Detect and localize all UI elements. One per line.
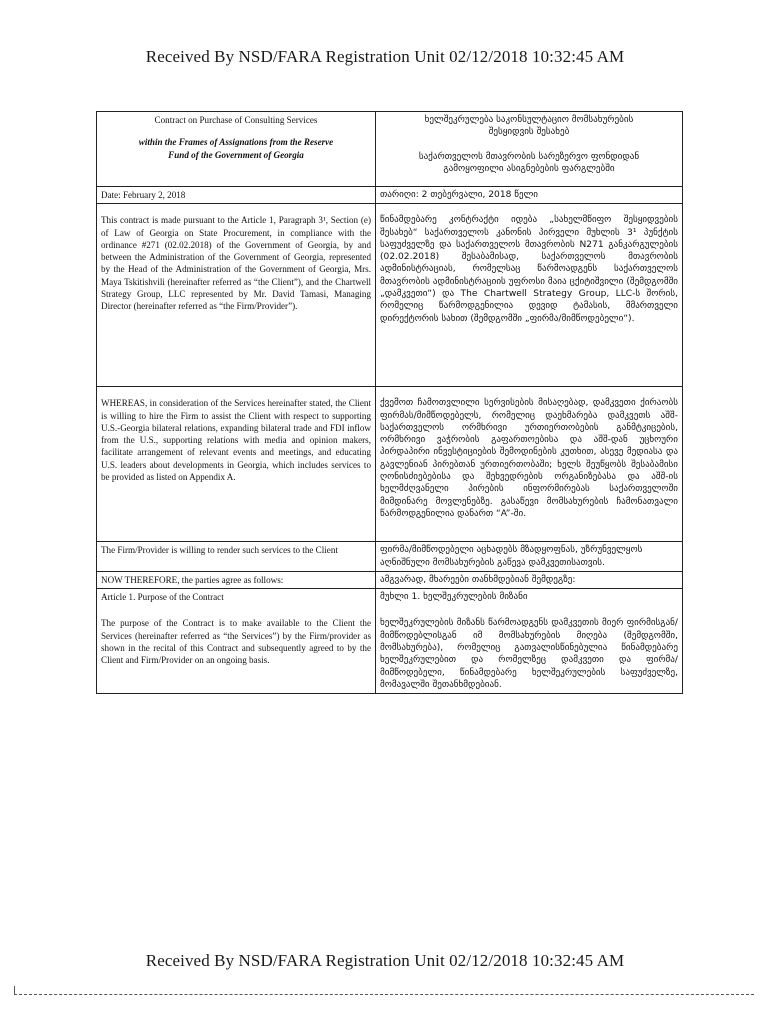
therefore-row bbox=[97, 571, 683, 588]
article1-body-en: The purpose of the Contract is to make available to the Client the Services (hereinafter referred as “the Services”) by the Firm/provider as shown in the recital of this Contract and subsequently agreed to by the Client and Firm/Provider on an ongoing basis. bbox=[101, 618, 371, 666]
scan-edge-line bbox=[14, 994, 754, 995]
date-row bbox=[97, 187, 683, 204]
contract-subtitle-ka: საქართველოს მთავრობის სარეზერვო ფონდიდან გამოყოფილი ასიგნებების ფარგლებში bbox=[418, 151, 640, 174]
whereas-en-cell bbox=[97, 387, 376, 542]
preamble-row bbox=[97, 204, 683, 387]
fara-received-stamp-bottom: Received By NSD/FARA Registration Unit 02/12/2018 10:32:45 AM bbox=[145, 951, 625, 970]
therefore-ka: ამგვარად, მხარეები თანხმდებიან შემდეგზე: bbox=[376, 571, 683, 588]
willing-ka: ფირმა/მიმწოდებელი აცხადებს მზადყოფნას, უზრუნველყოს აღნიშნული მომსახურების გაწევა დამკვეთისათვის. bbox=[376, 542, 683, 572]
header-ka-cell bbox=[376, 112, 683, 187]
whereas-ka-cell bbox=[376, 387, 683, 542]
date-ka: თარიღი: 2 თებერვალი, 2018 წელი bbox=[376, 187, 683, 204]
article1-row bbox=[97, 589, 683, 694]
willing-row bbox=[97, 542, 683, 572]
date-en: Date: February 2, 2018 bbox=[97, 187, 376, 204]
article1-en-cell bbox=[97, 589, 376, 694]
fara-received-stamp-top: Received By NSD/FARA Registration Unit 02/12/2018 10:32:45 AM bbox=[145, 47, 625, 66]
article1-title-ka: მუხლი 1. ხელშეკრულების მიზანი bbox=[380, 592, 528, 603]
contract-title-en: Contract on Purchase of Consulting Services bbox=[154, 115, 318, 125]
preamble-en-cell bbox=[97, 204, 376, 387]
article1-title-en: Article 1. Purpose of the Contract bbox=[101, 592, 224, 603]
contract-table bbox=[96, 111, 683, 694]
therefore-en: NOW THEREFORE, the parties agree as follows: bbox=[97, 571, 376, 588]
contract-title-ka: ხელშეკრულება საკონსულტაციო მომსახურების შესყიდვის შესახებ bbox=[424, 115, 634, 138]
article1-body-ka: ხელშეკრულების მიზანს წარმოადგენს დამკვეთის მიერ ფირმისგან/მიმწოდებლისგან იმ მომსახურების მიღება (შემდგომში, მომსახურება), რომელიც გათვალისწინებულია წინამდებარე ხელშეკრულებით და რომელზეც დამკვეთი და ფირმა/მიმწოდებელი, წინამდებარე ხელშეკრულების საფუძველზე, მომავალში შეთანხმდებიან. bbox=[380, 618, 678, 690]
header-row bbox=[97, 112, 683, 187]
preamble-en: This contract is made pursuant to the Article 1, Paragraph 3¹, Section (e) of Law of Georgia on State Procurement, in compliance with the ordinance #271 (02.02.2018) of the Government of Georgia, by and between the Administration of the Government of Georgia, represented by the Head of the Administration of the Government of Georgia, Mrs. Maya Tskitishvili (hereinafter referred as “the Client”), and the Chartwell Strategy Group, LLC represented by Mr. David Tamasi, Managing Director (hereinafter referred as “the Firm/Provider”). bbox=[101, 215, 371, 312]
preamble-ka-cell bbox=[376, 204, 683, 387]
whereas-ka: ქვემოთ ჩამოთვლილი სერვისების მისაღებად, დამკვეთი ქირაობს ფირმას/მიმწოდებელს, რომელიც დაეხმარება დამკვეთს აშშ-საქართველოს ორმხრივი ურთიერთობების განმტკიცების, ორმხრივი ვაჭრობის გაფართოებისა და აშშ-დან უცხოური პირდაპირი ინვესტიციების შემოდინების კუთხით, ასევე მედიასა და გავლენიან პირებთან ურთიერთობაში; ხელს შეუწყობს შესაბამისი ღონისძიებებისა და შეხვედრების ორგანიზებასა და აშშ-ის ხელმძღვანელი პირების ინფორმირებას საქართველოში მიმდინარე მოვლენებზე. გასაწევი მომსახურების ჩამონათვალი წარმოდგენილია დანართ “A”-ში. bbox=[380, 398, 678, 519]
preamble-ka: წინამდებარე კონტრაქტი იდება „სახელმწიფო შესყიდვების შესახებ“ საქართველოს კანონის პირველი მუხლის 3¹ პუნქტის საფუძველზე და საქართველოს მთავრობის N271 განკარგულების (02.02.2018) შესაბამისად, საქართველოს მთავრობის ადმინისტრაციას, რომელსაც წარმოადგენს საქართველოს მთავრობის ადმინისტრაციის უფროსი მაია ცქიტიშვილი (შემდგომში „დამკვეთი“) და The Chartwell Strategy Group, LLC-ს შორის, რომელიც წარმოდგენილია დევიდ ტამასის, მმართველი დირექტორის სახით (შემდგომში „ფირმა/მიმწოდებელი“). bbox=[380, 215, 678, 324]
contract-subtitle-en: within the Frames of Assignations from the Reserve Fund of the Government of Georgia bbox=[138, 137, 334, 160]
whereas-row bbox=[97, 387, 683, 542]
willing-en: The Firm/Provider is willing to render such services to the Client bbox=[97, 542, 376, 572]
whereas-en: WHEREAS, in consideration of the Services hereinafter stated, the Client is willing to hire the Firm to assist the Client with respect to supporting U.S.-Georgia bilateral relations, expanding bilateral trade and FDI inflow from the U.S., supporting relations with media and opinion makers, facilitate arrangement of relevant events and meetings, and educating U.S. leaders about developments in Georgia, which includes services to be provided as listed on Appendix A. bbox=[101, 398, 371, 483]
article1-ka-cell bbox=[376, 589, 683, 694]
header-en-cell bbox=[97, 112, 376, 187]
